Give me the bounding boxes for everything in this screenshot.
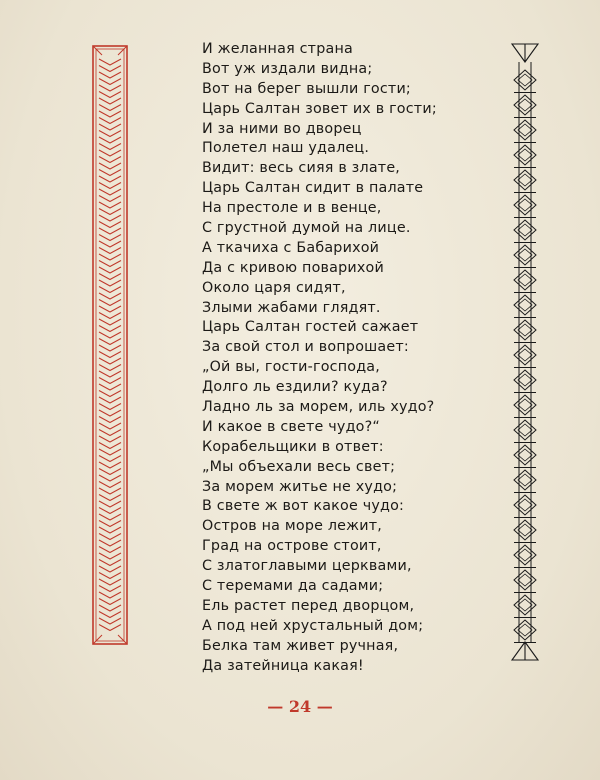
poem-line: И за ними во дворец bbox=[202, 120, 362, 137]
poem-line: Белка там живет ручная, bbox=[202, 637, 399, 654]
poem-line: И какое в свете чудо?“ bbox=[202, 418, 381, 435]
poem-line: С теремами да садами; bbox=[202, 578, 384, 595]
black-ornament-border bbox=[510, 42, 540, 662]
poem-line: А под ней хрустальный дом; bbox=[202, 617, 424, 634]
poem-line: Царь Салтан зовет их в гости; bbox=[202, 100, 437, 117]
poem-line: С златоглавыми церквами, bbox=[202, 558, 412, 575]
poem-line: Полетел наш удалец. bbox=[202, 140, 370, 157]
poem-line: Да с кривою поварихой bbox=[202, 259, 384, 276]
poem-line: За морем житье не худо; bbox=[202, 478, 398, 495]
poem-line: Видит: весь сияя в злате, bbox=[202, 160, 401, 177]
poem-line: И желанная страна bbox=[202, 41, 353, 57]
poem-line: Да затейница какая! bbox=[202, 657, 364, 674]
poem-line: Остров на море лежит, bbox=[202, 518, 383, 535]
poem-line: Царь Салтан гостей сажает bbox=[202, 319, 419, 336]
poem-text bbox=[202, 40, 492, 677]
poem-line: Ладно ль за морем, иль худо? bbox=[202, 399, 435, 416]
poem-line: В свете ж вот какое чудо: bbox=[202, 498, 405, 515]
poem-line: Около царя сидят, bbox=[202, 279, 346, 296]
poem-line: Вот уж издали видна; bbox=[202, 60, 373, 77]
poem-line: Злыми жабами глядят. bbox=[202, 299, 381, 316]
poem-line: Корабельщики в ответ: bbox=[202, 438, 384, 455]
poem-line: Царь Салтан сидит в палате bbox=[202, 180, 424, 197]
page-number: — 24 — bbox=[267, 697, 333, 716]
poem-line: Ель растет перед дворцом, bbox=[202, 597, 415, 614]
poem-line: „Мы объехали весь свет; bbox=[202, 458, 396, 475]
poem-line: За свой стол и вопрошает: bbox=[202, 339, 409, 356]
poem-line: С грустной думой на лице. bbox=[202, 220, 411, 237]
poem-line: На престоле и в венце, bbox=[202, 200, 382, 217]
red-ornament-border bbox=[92, 45, 128, 645]
poem-line: Долго ль ездили? куда? bbox=[202, 379, 388, 396]
poem-line: „Ой вы, гости-господа, bbox=[202, 359, 381, 376]
poem-line: Вот на берег вышли гости; bbox=[202, 80, 411, 97]
poem-line: А ткачиха с Бабарихой bbox=[202, 239, 380, 256]
poem-line: Град на острове стоит, bbox=[202, 538, 382, 555]
